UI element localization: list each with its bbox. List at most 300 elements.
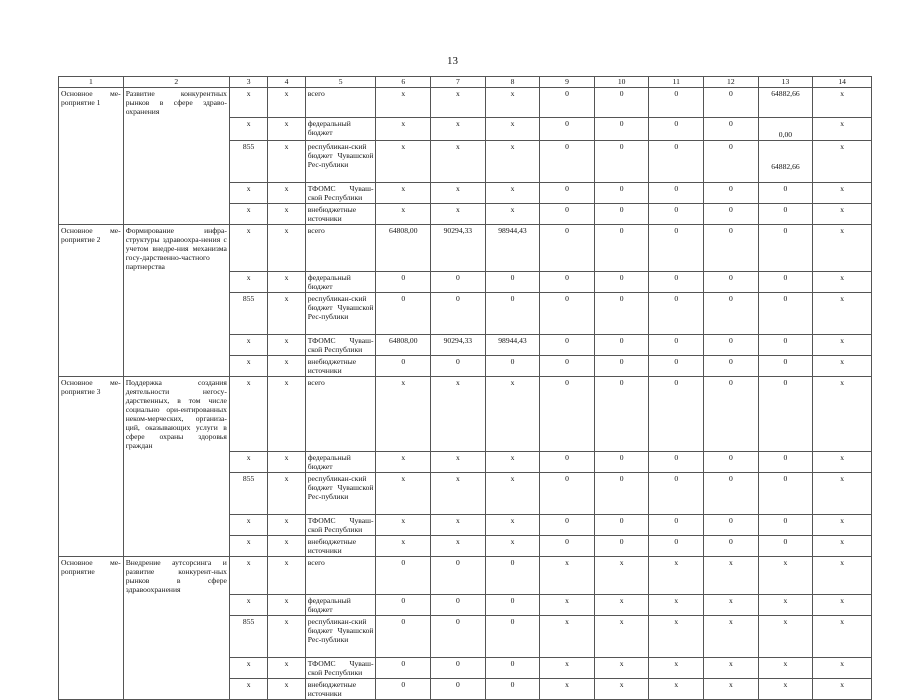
activity-name: Основное ме-роприятие [59, 556, 124, 595]
activity-name [59, 335, 124, 356]
value-cell [485, 472, 540, 514]
funding-source: республикан-ский бюджет Чувашской Рес-публики [305, 140, 376, 182]
value-text: x [510, 141, 515, 151]
value-cell [649, 472, 704, 514]
value-cell [485, 335, 540, 356]
value-text: 0 [510, 273, 515, 282]
value-text: 0,00 [778, 129, 793, 139]
value-text: x [510, 452, 515, 462]
value-text: 0 [619, 294, 624, 303]
value-text: 0 [674, 118, 679, 128]
code-cell: 855 [229, 472, 267, 514]
activity-description [123, 595, 229, 616]
value-cell [540, 535, 595, 556]
value-text: 0 [565, 294, 569, 303]
value-cell [431, 293, 486, 335]
value-cell [649, 182, 704, 203]
value-cell [376, 472, 431, 514]
table-row [59, 203, 872, 224]
value-text: 0 [728, 452, 733, 462]
value-cell [649, 335, 704, 356]
value-cell [649, 293, 704, 335]
value-cell [594, 595, 649, 616]
activity-description [123, 535, 229, 556]
activity-description: Поддержка создания деятельности негосу-дарственных, в том числе социально ори-ентированных неком-мерческих, организа-ций, оказывающих услуги в сфере охраны здоровья граждан [123, 377, 229, 452]
value-cell [431, 616, 486, 658]
code-cell: x [268, 117, 305, 140]
value-cell [540, 514, 595, 535]
value-cell [649, 272, 704, 293]
value-cell [704, 224, 759, 272]
value-text: 0 [783, 294, 788, 303]
value-text: 0 [619, 225, 624, 235]
value-text: 0 [728, 204, 733, 214]
value-cell [649, 556, 704, 595]
value-text: x [510, 89, 515, 98]
funding-source: федеральный бюджет [305, 272, 376, 293]
value-cell [376, 451, 431, 472]
value-text: x [840, 680, 845, 689]
value-text: x [401, 452, 406, 462]
value-text: x [401, 515, 406, 525]
value-text: 0 [455, 557, 460, 567]
value-cell [594, 182, 649, 203]
value-cell [813, 595, 872, 616]
value-text: 90294,33 [443, 336, 473, 345]
value-text: 0 [401, 596, 406, 605]
value-cell [758, 140, 813, 182]
table-row [59, 224, 872, 272]
value-text: x [565, 596, 569, 605]
value-text: 0 [565, 89, 569, 98]
value-cell [594, 658, 649, 679]
value-cell [540, 595, 595, 616]
table-row [59, 335, 872, 356]
value-text: x [840, 515, 845, 525]
table-row [59, 88, 872, 118]
funding-source: республикан-ский бюджет Чувашской Рес-публики [305, 616, 376, 658]
value-cell [594, 293, 649, 335]
value-cell [485, 272, 540, 293]
value-text: 0 [728, 183, 733, 193]
value-text: 0 [728, 336, 733, 345]
value-cell [540, 679, 595, 700]
value-text: 0 [565, 141, 569, 151]
value-cell [431, 272, 486, 293]
value-text: 0 [401, 659, 406, 668]
value-cell [704, 616, 759, 658]
value-text: 0 [510, 659, 515, 668]
value-cell [649, 616, 704, 658]
value-text: x [840, 294, 845, 303]
value-cell [376, 272, 431, 293]
activity-description: Внедрение аутсорсинга и развитие конкурент-ных рынков в сфере здравоохранения [123, 556, 229, 595]
value-cell [758, 377, 813, 452]
funding-source: всего [305, 224, 376, 272]
value-text: x [840, 89, 845, 98]
value-text: 0 [619, 473, 624, 483]
funding-source: всего [305, 88, 376, 118]
value-text: 0 [728, 294, 733, 303]
code-cell: x [229, 203, 267, 224]
value-cell [376, 616, 431, 658]
value-text: 0 [783, 473, 788, 483]
funding-source: республикан-ский бюджет Чувашской Рес-публики [305, 472, 376, 514]
value-cell [540, 658, 595, 679]
value-cell [758, 556, 813, 595]
value-text: 0 [619, 336, 624, 345]
value-cell [649, 224, 704, 272]
value-cell [649, 451, 704, 472]
value-text: x [565, 617, 569, 626]
code-cell: x [229, 451, 267, 472]
value-cell [758, 616, 813, 658]
value-text: 0 [455, 357, 460, 366]
value-cell [376, 595, 431, 616]
table-row [59, 182, 872, 203]
table-row [59, 595, 872, 616]
table-row [59, 451, 872, 472]
funding-source: всего [305, 377, 376, 452]
column-number: 8 [485, 77, 540, 88]
column-number: 9 [540, 77, 595, 88]
value-cell [813, 658, 872, 679]
value-text: 0 [783, 183, 788, 193]
column-number: 13 [758, 77, 813, 88]
value-cell [813, 616, 872, 658]
code-cell: x [268, 140, 305, 182]
value-text: x [401, 118, 406, 128]
header-row [59, 77, 872, 88]
funding-source: республикан-ский бюджет Чувашской Рес-публики [305, 293, 376, 335]
value-cell [540, 356, 595, 377]
value-text: 0 [565, 378, 569, 387]
value-text: 0 [565, 536, 569, 546]
value-cell [649, 117, 704, 140]
value-text: x [510, 378, 515, 387]
value-cell [594, 451, 649, 472]
value-text: x [674, 617, 679, 626]
activity-description [123, 293, 229, 335]
value-text: x [728, 596, 733, 605]
code-cell: 855 [229, 140, 267, 182]
value-text: 0 [455, 659, 460, 668]
value-text: 0 [728, 225, 733, 235]
value-cell [704, 535, 759, 556]
activity-name [59, 203, 124, 224]
value-cell [485, 616, 540, 658]
funding-source: ТФОМС Чуваш-ской Республики [305, 514, 376, 535]
value-cell [649, 88, 704, 118]
value-cell [376, 335, 431, 356]
value-text: x [783, 680, 788, 689]
value-cell [758, 224, 813, 272]
value-text: 0 [619, 357, 624, 366]
value-text: x [455, 378, 460, 387]
code-cell: x [229, 88, 267, 118]
value-text: 0 [510, 680, 515, 689]
activity-name [59, 514, 124, 535]
value-text: x [783, 617, 788, 626]
value-cell [485, 377, 540, 452]
value-text: 0 [619, 515, 624, 525]
value-text: x [674, 659, 679, 668]
value-text: 0 [510, 617, 515, 626]
value-text: 0 [565, 473, 569, 483]
value-cell [540, 472, 595, 514]
activity-name [59, 472, 124, 514]
value-cell [813, 224, 872, 272]
activity-name [59, 272, 124, 293]
value-cell [540, 140, 595, 182]
funding-source: внебюджетные источники [305, 679, 376, 700]
funding-source: внебюджетные источники [305, 535, 376, 556]
value-cell [813, 451, 872, 472]
value-text: x [840, 357, 845, 366]
value-text: x [783, 557, 788, 567]
value-cell [813, 182, 872, 203]
value-cell [758, 182, 813, 203]
value-text: 0 [401, 617, 406, 626]
activity-name [59, 140, 124, 182]
value-text: 0 [728, 141, 733, 151]
funding-source: федеральный бюджет [305, 451, 376, 472]
code-cell: x [229, 182, 267, 203]
value-cell [431, 535, 486, 556]
value-cell [431, 451, 486, 472]
value-cell [376, 556, 431, 595]
value-cell [540, 182, 595, 203]
value-cell [704, 335, 759, 356]
value-text: x [840, 204, 845, 214]
value-text: 0 [728, 118, 733, 128]
value-cell [813, 556, 872, 595]
value-text: x [674, 557, 679, 567]
value-cell [540, 272, 595, 293]
table-row [59, 616, 872, 658]
value-text: 0 [728, 473, 733, 483]
value-text: 0 [783, 515, 788, 525]
value-text: 0 [783, 204, 788, 214]
value-text: 0 [783, 536, 788, 546]
value-cell [704, 595, 759, 616]
value-text: 0 [728, 536, 733, 546]
value-text: x [783, 659, 788, 668]
value-cell [813, 472, 872, 514]
value-cell [485, 182, 540, 203]
value-cell [431, 679, 486, 700]
value-cell [594, 556, 649, 595]
budget-table [58, 76, 872, 700]
value-text: x [674, 680, 679, 689]
value-text: x [455, 515, 460, 525]
code-cell: x [229, 224, 267, 272]
value-text: x [728, 659, 733, 668]
value-text: 0 [728, 515, 733, 525]
value-cell [431, 377, 486, 452]
code-cell: x [229, 658, 267, 679]
value-text: 0 [674, 452, 679, 462]
code-cell: x [268, 356, 305, 377]
value-cell [594, 117, 649, 140]
value-cell [485, 140, 540, 182]
value-text: 98944,43 [498, 336, 527, 345]
value-cell [540, 335, 595, 356]
value-text: x [401, 141, 406, 151]
value-cell [485, 88, 540, 118]
value-text: 0 [674, 183, 679, 193]
funding-source: внебюджетные источники [305, 203, 376, 224]
value-text: 64882,66 [771, 161, 800, 171]
activity-description [123, 472, 229, 514]
value-text: x [619, 617, 624, 626]
activity-name [59, 616, 124, 658]
code-cell: x [268, 514, 305, 535]
code-cell: x [268, 88, 305, 118]
value-cell [540, 203, 595, 224]
value-text: x [455, 183, 460, 193]
value-text: x [840, 336, 845, 345]
activity-name [59, 182, 124, 203]
value-cell [485, 514, 540, 535]
activity-description [123, 335, 229, 356]
value-text: x [728, 680, 733, 689]
value-text: x [565, 557, 569, 567]
activity-description: Развитие конкурентных рынков в сфере здраво-охранения [123, 88, 229, 118]
value-cell [704, 293, 759, 335]
value-cell [704, 117, 759, 140]
column-number: 3 [229, 77, 267, 88]
value-text: x [619, 557, 624, 567]
column-number: 14 [813, 77, 872, 88]
table-row [59, 679, 872, 700]
value-cell [813, 356, 872, 377]
value-cell [813, 117, 872, 140]
activity-description [123, 514, 229, 535]
table-row [59, 377, 872, 452]
value-cell [485, 224, 540, 272]
value-text: 0 [674, 273, 679, 282]
table-row [59, 514, 872, 535]
value-cell [813, 293, 872, 335]
value-text: x [401, 473, 406, 483]
column-number: 11 [649, 77, 704, 88]
funding-source: внебюджетные источники [305, 356, 376, 377]
column-number: 1 [59, 77, 124, 88]
value-text: 0 [565, 515, 569, 525]
value-cell [594, 203, 649, 224]
value-text: 0 [619, 118, 624, 128]
code-cell: x [268, 535, 305, 556]
code-cell: x [229, 377, 267, 452]
value-text: 0 [510, 596, 515, 605]
value-cell [485, 679, 540, 700]
value-cell [376, 140, 431, 182]
value-text: 0 [565, 336, 569, 345]
value-cell [431, 472, 486, 514]
value-cell [594, 140, 649, 182]
value-cell [594, 616, 649, 658]
column-number: 2 [123, 77, 229, 88]
value-text: x [728, 557, 733, 567]
value-cell [704, 356, 759, 377]
value-cell [540, 293, 595, 335]
value-cell [758, 535, 813, 556]
value-text: x [840, 452, 845, 462]
value-text: 0 [401, 357, 406, 366]
value-text: 0 [455, 273, 460, 282]
value-cell [704, 182, 759, 203]
value-cell [649, 203, 704, 224]
value-cell [758, 658, 813, 679]
value-text: x [510, 118, 515, 128]
value-cell [485, 658, 540, 679]
value-text: 90294,33 [443, 225, 473, 235]
activity-name: Основное ме-роприятие 1 [59, 88, 124, 118]
value-cell [540, 556, 595, 595]
value-text: x [455, 452, 460, 462]
value-cell [540, 616, 595, 658]
value-text: x [510, 515, 515, 525]
value-text: x [455, 118, 460, 128]
value-cell [594, 679, 649, 700]
value-text: 0 [455, 617, 460, 626]
value-cell [594, 472, 649, 514]
value-cell [594, 224, 649, 272]
value-text: x [619, 596, 624, 605]
value-cell [704, 658, 759, 679]
value-cell [431, 514, 486, 535]
activity-name [59, 293, 124, 335]
value-text: x [619, 659, 624, 668]
value-cell [540, 451, 595, 472]
value-text: x [840, 536, 845, 546]
value-text: 0 [783, 378, 788, 387]
value-cell [376, 658, 431, 679]
activity-description [123, 182, 229, 203]
value-cell [813, 514, 872, 535]
value-text: x [510, 183, 515, 193]
activity-name [59, 117, 124, 140]
value-text: 0 [565, 183, 569, 193]
value-cell [704, 679, 759, 700]
value-text: x [455, 89, 460, 98]
code-cell: x [229, 356, 267, 377]
value-cell [431, 140, 486, 182]
value-text: x [840, 617, 845, 626]
table-row [59, 556, 872, 595]
value-cell [540, 88, 595, 118]
code-cell: x [229, 335, 267, 356]
funding-source: федеральный бюджет [305, 117, 376, 140]
value-cell [813, 377, 872, 452]
value-cell [758, 451, 813, 472]
value-cell [758, 88, 813, 118]
value-text: x [455, 141, 460, 151]
value-cell [758, 117, 813, 140]
value-cell [758, 595, 813, 616]
value-text: x [510, 473, 515, 483]
value-cell [813, 140, 872, 182]
value-text: 0 [783, 273, 788, 282]
value-text: 0 [728, 378, 733, 387]
value-cell [704, 272, 759, 293]
value-text: 64808,00 [389, 225, 418, 235]
code-cell: x [268, 203, 305, 224]
value-text: 64808,00 [389, 336, 418, 345]
activity-name [59, 679, 124, 700]
value-text: 0 [510, 557, 515, 567]
